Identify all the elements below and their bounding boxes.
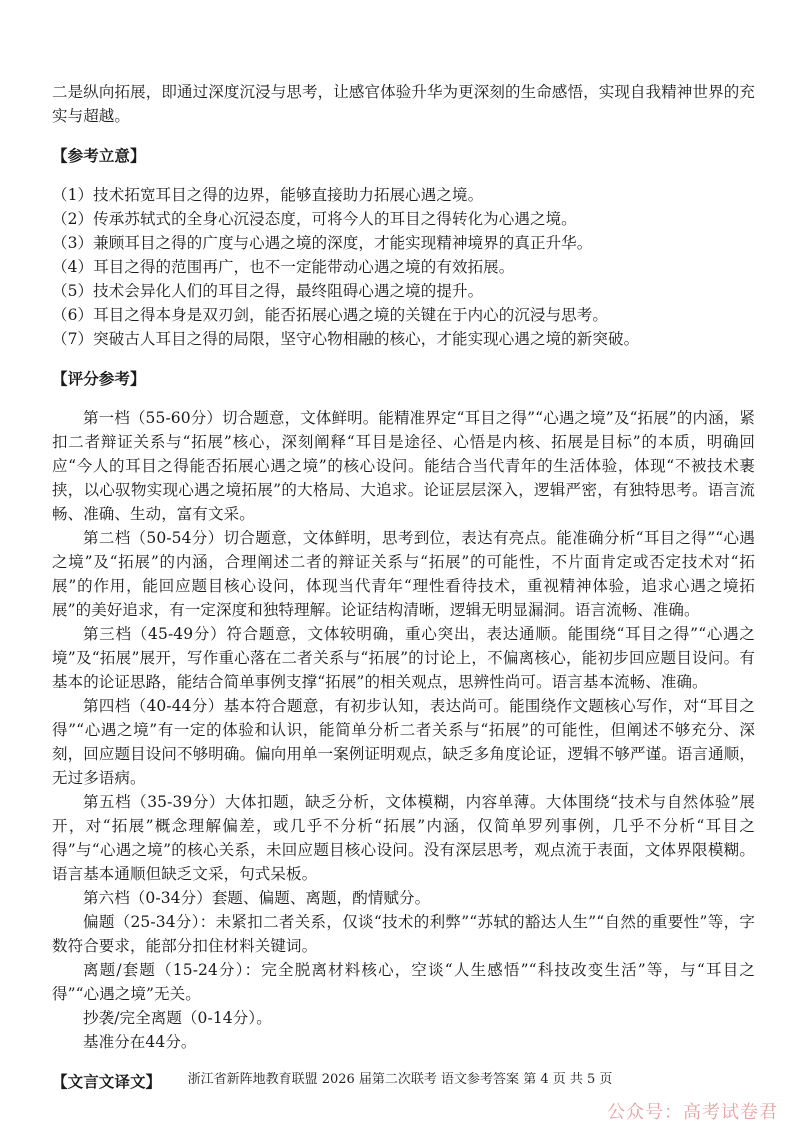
reference-item: （4）耳目之得的范围再广，也不一定能带动心遇之境的有效拓展。 — [52, 258, 515, 276]
reference-item: （5）技术会异化人们的耳目之得，最终阻碍心遇之境的提升。 — [52, 282, 484, 300]
grade-paragraph: 第三档（45-49分）符合题意，文体较明确，重心突出，表达通顺。能围绕“耳目之得”“心遇之境”及“拓展”展开，写作重心落在二者关系与“拓展”的讨论上，不偏离核心，能初步回应题目设问。有基本的论证思路，能结合简单事例支撑“拓展”的相关观点，思辨性尚可。语言基本流畅、准确。 — [52, 625, 755, 691]
translation-heading: 【文言文译文】 — [52, 1072, 162, 1091]
sub-grade-paragraph: 偏题（25-34分）：未紧扣二者关系，仅谈“技术的利弊”“苏轼的豁达人生”“自然的重要性”等，字数符合要求，能部分扣住材料关键词。 — [52, 913, 755, 955]
reference-heading: 【参考立意】 — [52, 146, 146, 165]
reference-item: （3）兼顾耳目之得的广度与心遇之境的深度，才能实现精神境界的真正升华。 — [52, 234, 593, 252]
grade-paragraph: 第一档（55-60分）切合题意，文体鲜明。能精准界定“耳目之得”“心遇之境”及“拓展”的内涵，紧扣二者辩证关系与“拓展”核心，深刻阐释“耳目是途径、心悟是内核、拓展是目标”的本质，明确回应“今人的耳目之得能否拓展心遇之境”的核心设问。能结合当代青年的生活体验，体现“不被技术裹挟，以心驭物实现心遇之境拓展”的大格局、大追求。论证层层深入，逻辑严密，有独特思考。语言流畅、准确、生动，富有文采。 — [52, 409, 755, 523]
grade-paragraph: 第二档（50-54分）切合题意，文体鲜明，思考到位，表达有亮点。能准确分析“耳目之得”“心遇之境”及“拓展”的内涵，合理阐述二者的辩证关系与“拓展”的可能性，不片面肯定或否定技术对“拓展”的作用，能回应题目核心设问，体现当代青年“理性看待技术，重视精神体验，追求心遇之境拓展”的美好追求，有一定深度和独特理解。论证结构清晰，逻辑无明显漏洞。语言流畅、准确。 — [52, 529, 755, 619]
answer-content — [52, 80, 755, 1109]
page-footer: 浙江省新阵地教育联盟 2026 届第二次联考 语文参考答案 第 4 页 共 5 页 — [187, 1072, 613, 1087]
reference-item: （7）突破古人耳目之得的局限，坚守心物相融的核心，才能实现心遇之境的新突破。 — [52, 330, 640, 348]
reference-item: （6）耳目之得本身是双刃剑，能否拓展心遇之境的关键在于内心的沉浸与思考。 — [52, 306, 608, 324]
grade-paragraph: 第四档（40-44分）基本符合题意，有初步认知，表达尚可。能围绕作文题核心写作，对“耳目之得”“心遇之境”有一定的体验和认识，能简单分析二者关系与“拓展”的可能性，但阐述不够充分、深刻，回应题目设问不够明确。偏向用单一案例证明观点，缺乏多角度论证，逻辑不够严谨。语言通顺，无过多语病。 — [52, 697, 755, 787]
grade-paragraph: 第五档（35-39分）大体扣题，缺乏分析，文体模糊，内容单薄。大体围绕“技术与自然体验”展开，对“拓展”概念理解偏差，或几乎不分析“拓展”内涵，仅简单罗列事例，几乎不分析“耳目之得”与“心遇之境”的核心关系，未回应题目核心设问。没有深层思考，观点流于表面，文体界限模糊。语言基本通顺但缺乏文采，句式呆板。 — [52, 793, 755, 883]
grade-paragraph: 第六档（0-34分）套题、偏题、离题，酌情赋分。 — [83, 889, 431, 907]
sub-grade-paragraph: 离题/套题（15-24分）：完全脱离材料核心，空谈“人生感悟”“科技改变生活”等，与“耳目之得”“心遇之境”无关。 — [52, 961, 755, 1003]
watermark-text: 公众号：高考试卷君 — [607, 1102, 778, 1123]
baseline-score: 基准分在44分。 — [83, 1033, 197, 1051]
reference-item: （1）技术拓宽耳目之得的边界，能够直接助力拓展心遇之境。 — [52, 186, 484, 204]
reference-item: （2）传承苏轼式的全身心沉浸态度，可将今人的耳目之得转化为心遇之境。 — [52, 210, 577, 228]
sub-grade-paragraph: 抄袭/完全离题（0-14分）。 — [83, 1009, 272, 1027]
intro-paragraph: 二是纵向拓展，即通过深度沉浸与思考，让感官体验升华为更深刻的生命感悟，实现自我精神世界的充实与超越。 — [52, 83, 755, 125]
scoring-heading: 【评分参考】 — [52, 369, 146, 388]
